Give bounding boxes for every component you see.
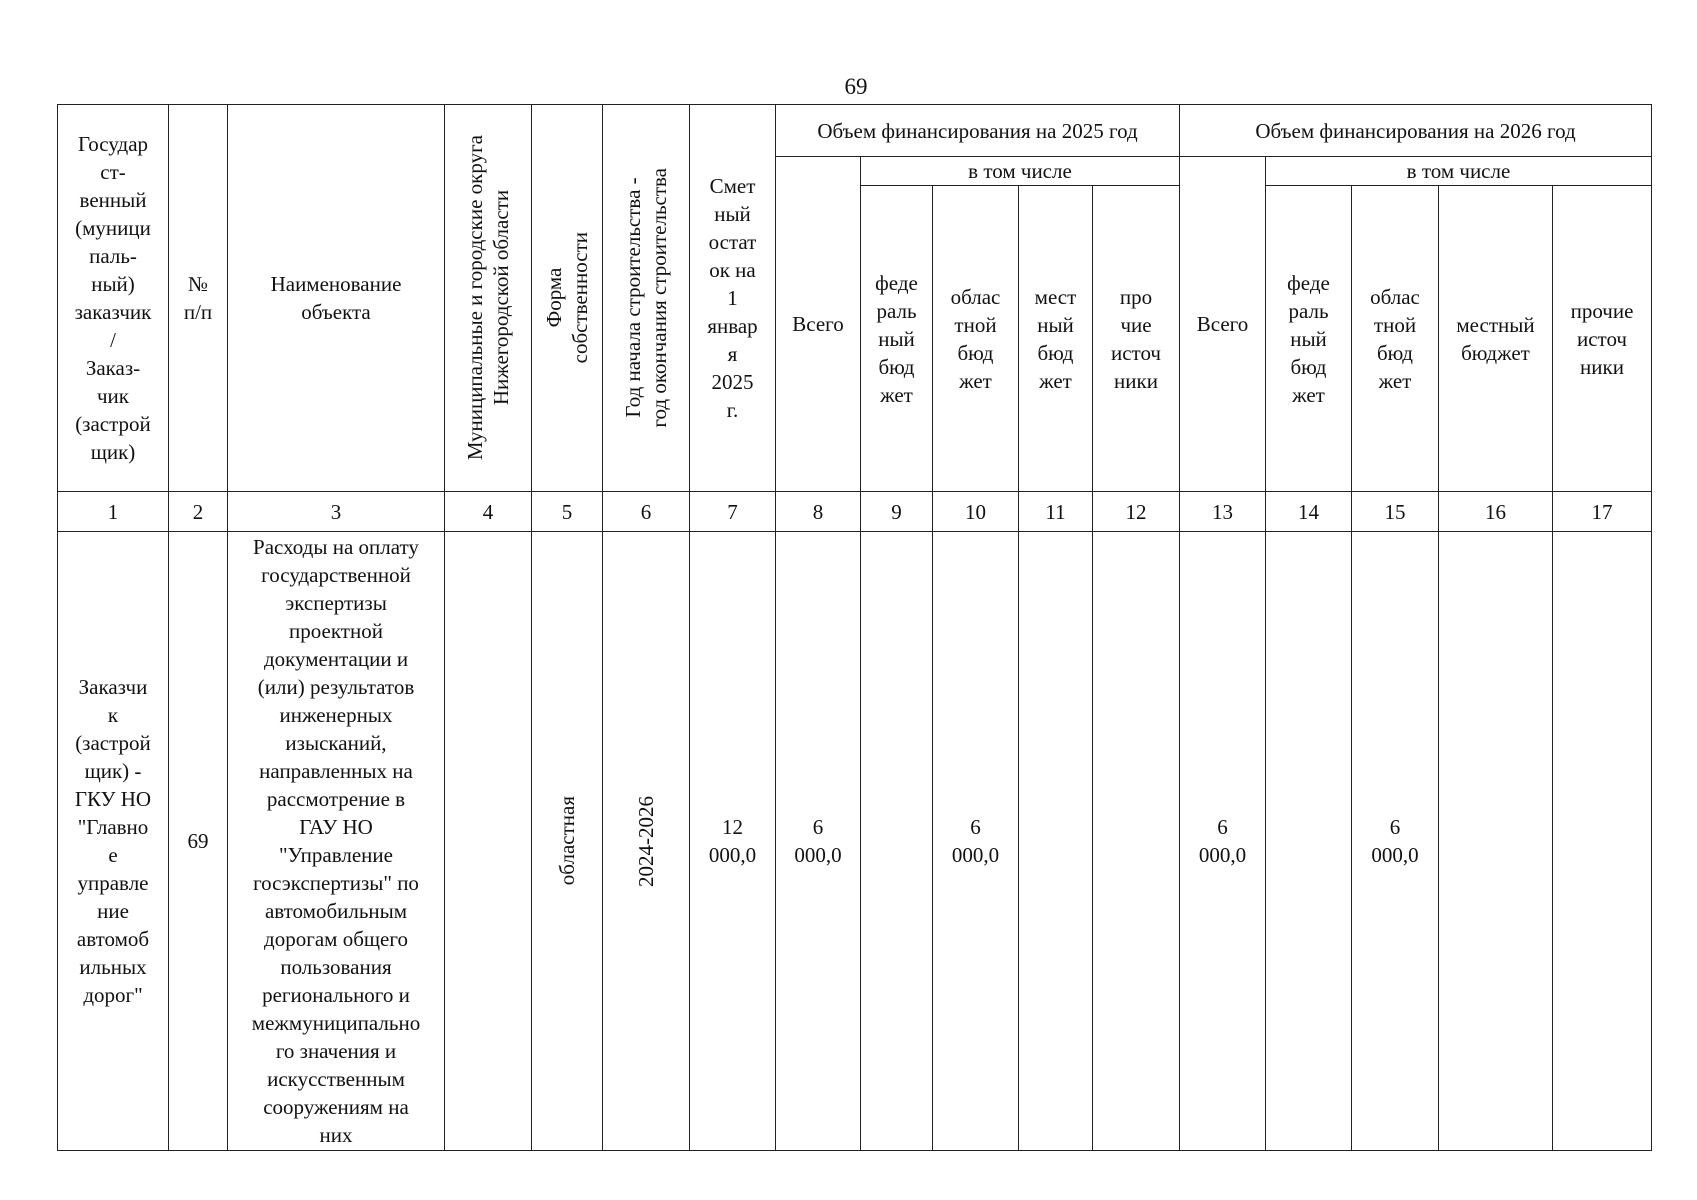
row-federal-2025 [861,532,933,1151]
text-line: пользования [280,955,392,979]
column-number: 8 [776,492,861,532]
header-total-2025: Всего [776,157,861,492]
table-row [58,532,1652,1151]
text-line: экспертизы [285,591,387,615]
text-line: направленных на [259,759,413,783]
text-line: заказчик [74,300,152,324]
header-municipal [445,105,532,492]
text-line: проектной [289,619,383,643]
text-line: 6 [970,815,981,839]
row-balance [690,532,776,1151]
text-line: автомобильным [264,899,408,923]
text-line: я [727,342,738,366]
column-number: 13 [1180,492,1266,532]
text-line: ники [1114,368,1158,393]
text-line: го значения и [275,1039,397,1063]
text-line: облас [1370,284,1420,309]
text-line: прочие [1570,298,1634,323]
text-line: жет [1378,368,1412,393]
financing-table [57,104,1652,1151]
row-ownership: областная [532,532,603,1151]
text-line: Смет [709,174,756,198]
text-line: ГАУ НО [299,815,373,839]
text-line: изысканий, [285,731,387,755]
text-line: раль [876,298,917,323]
text-line: № [187,272,209,296]
header-federal-2025 [861,186,933,492]
text-line: ники [1580,354,1624,379]
header-local-2025 [1019,186,1093,492]
text-line: Расходы на оплату [253,535,419,559]
header-regional-2025 [933,186,1019,492]
row-object-name [228,532,445,1151]
text-line: Форма [542,268,566,328]
text-line: Государ [77,132,149,156]
text-line: год окончания строительства [647,168,671,428]
column-number: 4 [445,492,532,532]
header-ownership [532,105,603,492]
column-number: 16 [1439,492,1553,532]
text-line: г. [726,398,739,422]
text-line: 1 [727,286,738,310]
text-line: Нижегородской области [489,190,513,406]
page-number: 69 [844,74,868,99]
text-line: автомоб [76,927,150,951]
row-regional-2026 [1352,532,1439,1151]
text-line: ок на [709,258,756,282]
text-line: бюд [1377,340,1413,365]
text-line: них [319,1123,353,1147]
header-other-2026 [1553,186,1652,492]
column-number: 14 [1266,492,1352,532]
text-line: 6 [1389,815,1401,839]
header-including-2025: в том числе [861,157,1180,186]
row-municipal [445,532,532,1151]
text-line: облас [950,284,1001,309]
text-line: рассмотрение в [266,787,406,811]
text-line: венный [79,188,147,212]
text-line: источ [1111,340,1161,365]
row-total-2026 [1180,532,1266,1151]
header-federal-2026 [1266,186,1352,492]
row-construction-years: 2024-2026 [603,532,690,1151]
text-line: / [110,328,116,352]
row-regional-2025 [933,532,1019,1151]
header-local-2026: местный бюджет [1439,186,1553,492]
text-line: дорогам общего [264,927,408,951]
row-local-2026 [1439,532,1553,1151]
text-line: жет [1039,368,1072,393]
header-object-name [228,105,445,492]
text-line: ный) [91,272,135,296]
text-line: чик [96,384,129,408]
text-line: межмуниципально [251,1011,421,1035]
text-line: ный [1037,312,1074,337]
text-line: объекта [301,300,371,324]
header-financing-2025: Объем финансирования на 2025 год [776,105,1180,157]
text-line: паль- [89,244,137,268]
column-numbers-row [58,492,1652,532]
column-number: 5 [532,492,603,532]
header-regional-2026 [1352,186,1439,492]
text-line: щик) - [84,759,142,783]
column-number: 17 [1553,492,1652,532]
text-line: "Главно [77,815,149,839]
text-line: тной [1373,312,1417,337]
text-line: раль [1288,298,1329,323]
text-line: дорог" [83,983,143,1007]
text-line: жет [959,368,992,393]
text-line: государственной [261,563,411,587]
column-number: 6 [603,492,690,532]
column-number: 7 [690,492,776,532]
header-balance [690,105,776,492]
column-number: 3 [228,492,445,532]
text-line: е [108,843,118,867]
text-line: ильных [79,955,147,979]
text-line: бюд [957,340,994,365]
text-line: инженерных [279,703,393,727]
row-total-2025 [776,532,861,1151]
text-line: Муниципальные и городские округа [463,135,487,461]
column-number: 9 [861,492,933,532]
text-line: феде [1287,270,1330,295]
text-line: источ [1577,326,1627,351]
text-line: январ [707,314,758,338]
text-line: жет [1292,382,1325,407]
header-financing-2026: Объем финансирования на 2026 год [1180,105,1652,157]
text-line: про [1119,284,1153,309]
text-line: жет [880,382,913,407]
text-line: (застрой [75,412,151,436]
text-line: п/п [183,300,213,324]
header-total-2026: Всего [1180,157,1266,492]
text-line: 000,0 [1371,843,1419,867]
text-line: мест [1034,284,1077,309]
text-line: бюд [1037,340,1074,365]
text-line: тной [954,312,997,337]
row-customer [58,532,169,1151]
text-line: (застрой [75,731,151,755]
row-num: 69 [169,532,228,1151]
text-line: (муници [75,216,151,240]
row-local-2025 [1019,532,1093,1151]
column-number: 2 [169,492,228,532]
text-line: Заказ- [85,356,141,380]
header-other-2025 [1093,186,1180,492]
text-line: 2025 [711,370,754,394]
text-line: (или) результатов [257,675,415,699]
text-line: бюд [1290,354,1327,379]
column-number: 15 [1352,492,1439,532]
text-line: ный [714,202,751,226]
row-federal-2026 [1266,532,1352,1151]
column-number: 12 [1093,492,1180,532]
text-line: щик) [90,440,136,464]
column-number: 11 [1019,492,1093,532]
text-line: ный [878,326,915,351]
text-line: управле [77,871,149,895]
header-num [169,105,228,492]
text-line: Заказчи [78,675,148,699]
header-including-2026: в том числе [1266,157,1652,186]
text-line: госэкспертизы" по [253,871,419,895]
text-line: к [107,703,119,727]
text-line: феде [875,270,918,295]
text-line: 000,0 [1198,843,1247,867]
header-construction-years [603,105,690,492]
text-line: регионального и [262,983,410,1007]
text-line: 000,0 [951,843,1000,867]
text-line: 000,0 [794,843,842,867]
text-line: собственности [568,232,592,364]
column-number: 1 [58,492,169,532]
text-line: документации и [263,647,409,671]
text-line: Год начала строительства - [621,177,645,419]
text-line: 12 [722,815,743,839]
text-line: ный [1290,326,1327,351]
column-number: 10 [933,492,1019,532]
text-line: 6 [1217,815,1228,839]
header-customer [58,105,169,492]
text-line: искусственным [267,1067,405,1091]
text-line: ГКУ НО [74,787,152,811]
text-line: бюд [878,354,915,379]
text-line: 6 [812,815,824,839]
text-line: 000,0 [708,843,757,867]
text-line: сооружениям на [263,1095,409,1119]
text-line: остат [708,230,757,254]
text-line: чие [1120,312,1152,337]
text-line: ние [97,899,129,923]
row-other-2025 [1093,532,1180,1151]
text-line: ст- [100,160,126,184]
row-other-2026 [1553,532,1652,1151]
text-line: Наименование [270,272,402,296]
text-line: "Управление [279,843,393,867]
